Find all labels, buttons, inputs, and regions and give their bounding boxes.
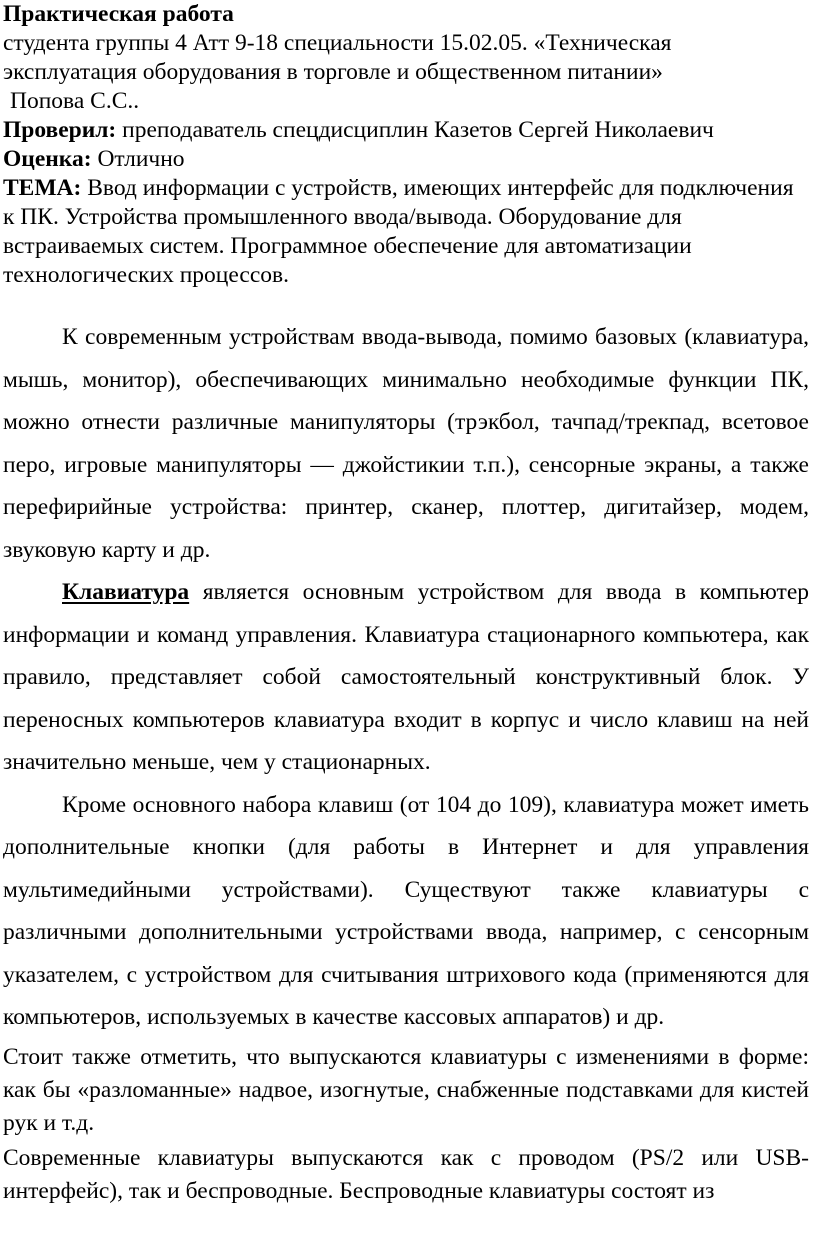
topic-line bbox=[3, 174, 809, 290]
paragraph-shapes: Стоит также отметить, что выпускаются клавиатуры с изменениями в форме: как бы «разломанные» надвое, изогнутые, снабженные подставками для кистей рук и т.д. bbox=[3, 1043, 809, 1136]
paragraph-keyboard bbox=[3, 571, 809, 784]
student-line: студента группы 4 Атт 9-18 специальности 15.02.05. «Техническая эксплуатация оборудования в торговле и общественном питании» bbox=[3, 30, 672, 85]
grade-line bbox=[3, 145, 809, 174]
checked-by-value: преподаватель спецдисциплин Казетов Сергей Николаевич bbox=[122, 117, 714, 143]
topic-value: Ввод информации с устройств, имеющих интерфейс для подключения к ПК. Устройства промышленного ввода/вывода. Оборудование для встраиваемых систем. Программное обеспечение для автоматизации технологических процессов. bbox=[3, 175, 794, 288]
grade-value: Отлично bbox=[97, 146, 185, 172]
paragraph-keyboard-text: является основным устройством для ввода в компьютер информации и команд управления. Клавиатура стационарного компьютера, как правило, представляет собой самостоятельный конструктивный блок. У переносных компьютеров клавиатура входит в корпус и число клавиш на ней значительно меньше, чем у стационарных. bbox=[3, 579, 809, 775]
paragraph-wireless: Современные клавиатуры выпускаются как с проводом (PS/2 или USB-интерфейс), так и беспроводные. Беспроводные клавиатуры состоят из bbox=[3, 1144, 809, 1204]
topic-label: ТЕМА: bbox=[3, 175, 82, 201]
checked-by-line bbox=[3, 116, 809, 145]
checked-by-label: Проверил: bbox=[3, 117, 117, 143]
keyword-keyboard: Клавиатура bbox=[62, 579, 190, 605]
paragraph-devices: К современным устройствам ввода-вывода, помимо базовых (клавиатура, мышь, монитор), обеспечивающих минимально необходимые функции ПК, можно отнести различные манипуляторы (трэкбол, тачпад/трекпад, всетовое перо, игровые манипуляторы — джойстикии т.п.), сенсорные экраны, а также перефирийные устройства: принтер, сканер, плоттер, дигитайзер, модем, звуковую карту и др. bbox=[3, 324, 809, 563]
document-header bbox=[3, 0, 809, 290]
student-name: Попова С.С.. bbox=[10, 88, 140, 114]
document-title: Практическая работа bbox=[3, 1, 234, 27]
paragraph-extra-keys: Кроме основного набора клавиш (от 104 до 109), клавиатура может иметь дополнительные кнопки (для работы в Интернет и для управления мультимедийными устройствами). Существуют также клавиатуры с различными дополнительными устройствами ввода, например, с сенсорным указателем, с устройством для считывания штрихового кода (применяются для компьютеров, используемых в качестве кассовых аппаратов) и др. bbox=[3, 791, 809, 1030]
grade-label: Оценка: bbox=[3, 146, 92, 172]
document-body bbox=[3, 316, 809, 1208]
